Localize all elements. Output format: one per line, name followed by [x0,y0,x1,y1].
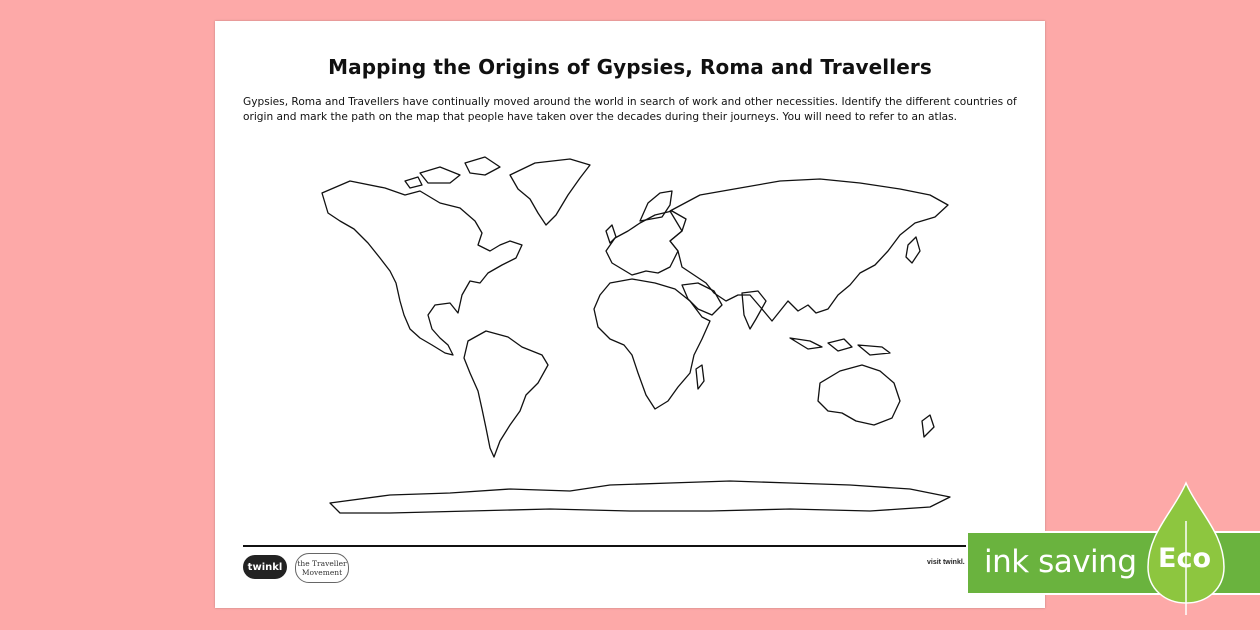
indonesia-outline [790,338,890,355]
antarctica-outline [330,481,950,513]
scandinavia-outline [640,191,672,221]
arabia-outline [682,283,722,315]
japan-outline [906,237,920,263]
eco-label: Eco [1158,543,1211,574]
asia-outline [670,179,948,321]
visit-twinkl-text: visit twinkl. [927,559,965,566]
uk-outline [606,225,616,243]
footer-divider [243,545,1027,547]
worksheet-page [215,21,1045,608]
arctic-islands-outline [405,157,500,188]
worksheet-intro: Gypsies, Roma and Travellers have continually moved around the world in search of work and other necessities. Identify the different countries of origin and mark the path on the map that people have taken over the decades during their journeys. You will need to refer to an atlas. [243,96,1017,123]
africa-outline [594,279,710,409]
greenland-outline [510,159,590,225]
worksheet-title: Mapping the Origins of Gypsies, Roma and Travellers [328,55,932,79]
madagascar-outline [696,365,704,389]
ink-saving-label: ink saving [984,544,1137,580]
world-outline-map [310,133,965,518]
new-zealand-outline [922,415,934,437]
australia-outline [818,365,900,425]
twinkl-logo: twinkl [243,555,287,579]
south-america-outline [464,331,548,457]
traveller-movement-logo: the Traveller Movement [295,553,349,583]
europe-outline [606,211,686,275]
north-america-outline [322,181,522,355]
